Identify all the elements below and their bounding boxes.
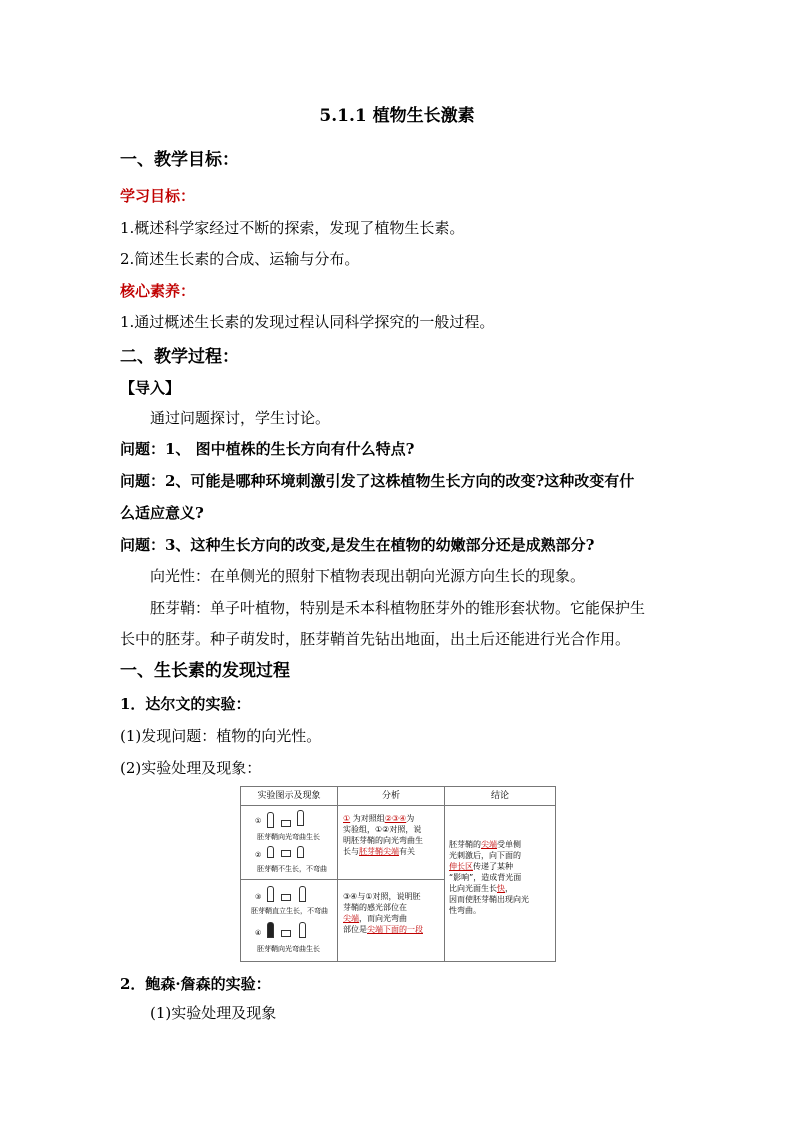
coleoptile-definition-line2: 长中的胚芽。种子萌发时，胚芽鞘首先钻出地面，出土后还能进行光合作用。 — [120, 630, 631, 648]
question-2-line2: 么适应意义? — [120, 504, 204, 522]
coleoptile-sprout — [267, 846, 274, 858]
coleoptile-sprout — [299, 922, 306, 938]
analysis-fill: ②③④ — [384, 814, 407, 823]
darwin-experiment-table — [240, 786, 556, 962]
conclusion-text: ， — [505, 884, 513, 893]
conclusion-cell — [449, 839, 553, 916]
diagram-cell-bottom — [241, 880, 337, 960]
part-heading-discovery: 一、生长素的发现过程 — [120, 661, 290, 681]
coleoptile-definition-line1: 胚芽鞘：单子叶植物，特别是禾本科植物胚芽外的锥形套状物。它能保护生 — [150, 599, 646, 617]
analysis-text: 明胚芽鞘的向光弯曲生 — [343, 836, 423, 845]
analysis-text: 芽鞘的感光部位在 — [343, 903, 407, 912]
conclusion-text: 因而使胚芽鞘出现向光 — [449, 895, 529, 904]
analysis-text: ，而向光弯曲 — [359, 914, 407, 923]
diagram-cell-top — [241, 806, 337, 879]
conclusion-fill: 快 — [497, 884, 505, 893]
core-item-1: 1.通过概述生长素的发现过程认同科学探究的一般过程。 — [120, 313, 495, 331]
light-arrow-icon — [281, 820, 291, 827]
analysis-text: 实验组，①②对照，说 — [343, 825, 422, 834]
conclusion-text: 光刺激后，向下面的 — [449, 851, 521, 860]
analysis-fill: ① — [343, 814, 351, 823]
coleoptile-sprout — [267, 812, 274, 828]
intro-label: 【导入】 — [120, 379, 181, 397]
conclusion-text: “影响”，造成背光面 — [449, 873, 522, 882]
coleoptile-sprout-covered — [267, 922, 274, 938]
darwin-heading: 1．达尔文的实验： — [120, 695, 251, 713]
analysis-text: 有关 — [399, 847, 415, 856]
sample-number: ① — [255, 817, 262, 825]
question-2-line1: 问题：2、可能是哪种环境刺激引发了这株植物生长方向的改变?这种改变有什 — [120, 472, 635, 490]
analysis-cell-2 — [343, 891, 443, 935]
analysis-text: 长与 — [343, 847, 359, 856]
analysis-fill: 胚芽鞘尖端 — [359, 847, 399, 856]
analysis-text: 为对照组 — [352, 814, 385, 823]
learning-goals-label: 学习目标： — [120, 187, 196, 205]
intro-text: 通过问题探讨，学生讨论。 — [150, 409, 331, 427]
conclusion-text: 比向光面生长 — [449, 884, 497, 893]
analysis-text: 为 — [406, 814, 415, 823]
darwin-step-2: (2)实验处理及现象： — [120, 759, 262, 777]
coleoptile-sprout — [299, 886, 306, 902]
goal-item-2: 2.简述生长素的合成、运输与分布。 — [120, 250, 360, 268]
coleoptile-sprout — [297, 810, 304, 826]
table-divider — [337, 787, 338, 961]
sample-number: ③ — [255, 893, 262, 901]
table-header-conclusion: 结论 — [445, 787, 555, 806]
analysis-cell-1 — [343, 813, 443, 857]
darwin-step-1: (1)发现问题：植物的向光性。 — [120, 727, 322, 745]
table-header-analysis: 分析 — [338, 787, 444, 806]
goal-item-1: 1.概述科学家经过不断的探索，发现了植物生长素。 — [120, 219, 465, 237]
section-heading-goals: 一、教学目标： — [120, 150, 239, 170]
coleoptile-sprout — [267, 886, 274, 902]
core-literacy-label: 核心素养： — [120, 282, 196, 300]
page-title: 5.1.1 植物生长激素 — [319, 106, 475, 126]
table-divider — [444, 787, 445, 961]
question-3: 问题：3、这种生长方向的改变,是发生在植物的幼嫩部分还是成熟部分? — [120, 536, 595, 554]
sample-number: ④ — [255, 929, 262, 937]
conclusion-text: 传递了某种 — [473, 862, 513, 871]
analysis-text: 部位是 — [343, 925, 367, 934]
coleoptile-sprout — [297, 846, 304, 858]
table-divider — [338, 879, 444, 880]
phototropism-definition: 向光性：在单侧光的照射下植物表现出朝向光源方向生长的现象。 — [150, 567, 586, 585]
conclusion-fill: 尖端 — [481, 840, 497, 849]
diagram-caption: 胚芽鞘向光弯曲生长 — [257, 945, 320, 953]
question-1: 问题：1、 图中植株的生长方向有什么特点? — [120, 440, 415, 458]
diagram-caption: 胚芽鞘不生长，不弯曲 — [257, 865, 327, 873]
boysen-jensen-step-1: (1)实验处理及现象 — [150, 1004, 277, 1022]
conclusion-text: 性弯曲。 — [449, 906, 481, 915]
table-header-diagram: 实验图示及现象 — [241, 787, 337, 806]
diagram-caption: 胚芽鞘向光弯曲生长 — [257, 833, 320, 841]
boysen-jensen-heading: 2．鲍森·詹森的实验： — [120, 975, 271, 993]
conclusion-text: 胚芽鞘的 — [449, 840, 481, 849]
analysis-text: ③④与①对照，说明胚 — [343, 892, 421, 901]
light-arrow-icon — [281, 850, 291, 857]
diagram-caption: 胚芽鞘直立生长，不弯曲 — [251, 907, 328, 915]
sample-number: ② — [255, 851, 262, 859]
light-arrow-icon — [281, 894, 291, 901]
conclusion-fill: 伸长区 — [449, 862, 473, 871]
light-arrow-icon — [281, 930, 291, 937]
conclusion-text: 受单侧 — [497, 840, 521, 849]
analysis-fill: 尖端 — [343, 914, 359, 923]
analysis-fill: 尖端下面的一段 — [367, 925, 423, 934]
section-heading-process: 二、教学过程： — [120, 347, 239, 367]
